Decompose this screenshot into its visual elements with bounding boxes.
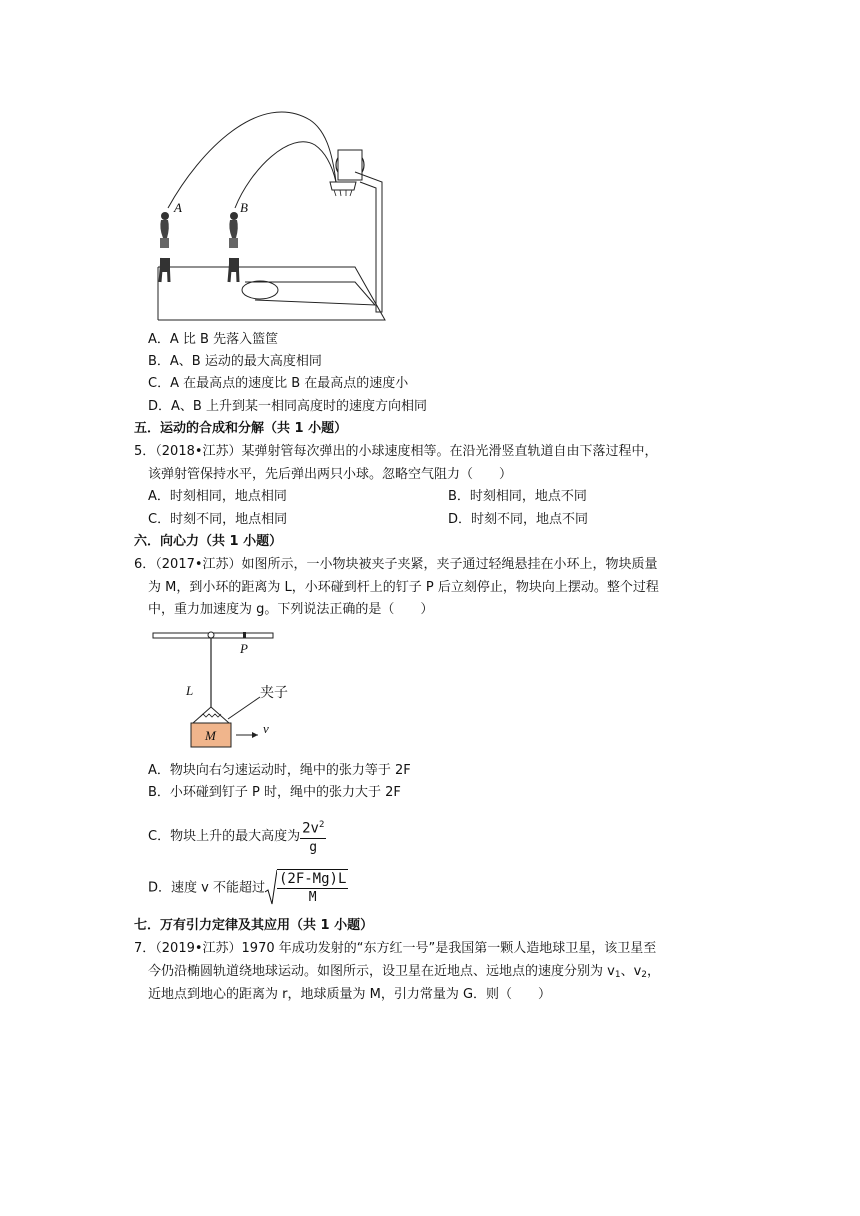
label-clip: 夹子 <box>260 685 288 701</box>
q7-line-2-part-c: ， <box>647 964 661 979</box>
q4-option-c: C．A 在最高点的速度比 B 在最高点的速度小 <box>148 376 409 391</box>
pendulum-figure <box>148 625 308 755</box>
q7-subscript-2: 2 <box>641 970 647 980</box>
basketball-figure <box>150 110 390 325</box>
q5-option-b: B．时刻相同，地点不同 <box>448 489 587 504</box>
q5-line-2: 该弹射管保持水平，先后弹出两只小球。忽略空气阻力（ ） <box>148 467 513 482</box>
section-6-heading: 六．向心力（共 1 小题） <box>134 534 283 549</box>
q6-option-c <box>148 815 326 859</box>
q7-line-3: 近地点到地心的距离为 r，地球质量为 M，引力常量为 G．则（ ） <box>148 987 552 1002</box>
trajectory-b <box>235 142 336 208</box>
clip <box>193 707 229 723</box>
court <box>158 267 385 320</box>
q7-line-2 <box>148 963 660 984</box>
q7-line-2-part-a: 今仍沿椭圆轨道绕地球运动。如图所示，设卫星在近地点、远地点的速度分别为 v <box>148 964 615 979</box>
q6-option-d <box>148 866 348 911</box>
hoop <box>330 182 356 190</box>
q4-option-d: D．A、B 上升到某一相同高度时的速度方向相同 <box>148 399 427 414</box>
label-m: M <box>205 728 216 743</box>
q7-subscript-1: 1 <box>614 970 621 980</box>
q5-option-a: A．时刻相同，地点相同 <box>148 489 287 504</box>
player-a <box>160 212 170 282</box>
label-l: L <box>186 683 194 698</box>
clip-pointer <box>228 697 260 719</box>
q6-option-c-numerator: 2v <box>302 820 319 837</box>
q6-option-b: B．小环碰到钉子 P 时，绳中的张力大于 2F <box>148 785 401 800</box>
section-7-heading: 七．万有引力定律及其应用（共 1 小题） <box>134 918 374 933</box>
q5-option-c: C．时刻不同，地点相同 <box>148 512 288 527</box>
q6-line-3: 中，重力加速度为 g。下列说法正确的是（ ） <box>148 602 434 617</box>
q6-option-c-fraction <box>300 816 326 857</box>
q6-option-d-numerator: (2F-Mg)L <box>278 870 347 887</box>
ring <box>208 632 214 638</box>
q6-option-a: A．物块向右匀速运动时，绳中的张力等于 2F <box>148 763 411 778</box>
q5-line-1: 5．（2018•江苏）某弹射管每次弹出的小球速度相等。在沿光滑竖直轨道自由下落过程中， <box>134 444 658 459</box>
label-v: v <box>263 721 269 736</box>
q6-option-c-text: C．物块上升的最大高度为 <box>148 829 301 844</box>
q5-option-d: D．时刻不同，地点不同 <box>448 512 589 527</box>
label-p: P <box>240 641 248 656</box>
q6-option-d-denominator: M <box>308 889 317 905</box>
player-b <box>229 212 239 282</box>
q7-line-1: 7．（2019•江苏）1970 年成功发射的“东方红一号”是我国第一颗人造地球卫星，该卫星至 <box>134 941 657 956</box>
nail-p <box>243 632 246 638</box>
q4-option-a: A．A 比 B 先落入篮筐 <box>148 332 279 347</box>
q6-option-c-sup: 2 <box>318 820 325 831</box>
q6-option-d-sqrt <box>265 866 348 910</box>
q6-line-1: 6．（2017•江苏）如图所示，一小物块被夹子夹紧，夹子通过轻绳悬挂在小环上，物块质量 <box>134 557 658 572</box>
q6-line-2: 为 M，到小环的距离为 L，小环碰到杆上的钉子 P 后立刻停止，物块向上摆动。整个过程 <box>148 580 659 595</box>
label-b: B <box>240 200 248 215</box>
q6-option-d-text: D．速度 v 不能超过 <box>148 880 265 896</box>
q4-option-b: B．A、B 运动的最大高度相同 <box>148 354 322 369</box>
q6-option-c-denominator: g <box>309 839 318 855</box>
center-circle <box>242 281 278 299</box>
q7-line-2-part-b: 、v <box>620 964 642 979</box>
section-5-heading: 五．运动的合成和分解（共 1 小题） <box>134 421 348 436</box>
trajectory-a <box>168 112 336 208</box>
label-a: A <box>174 200 182 215</box>
